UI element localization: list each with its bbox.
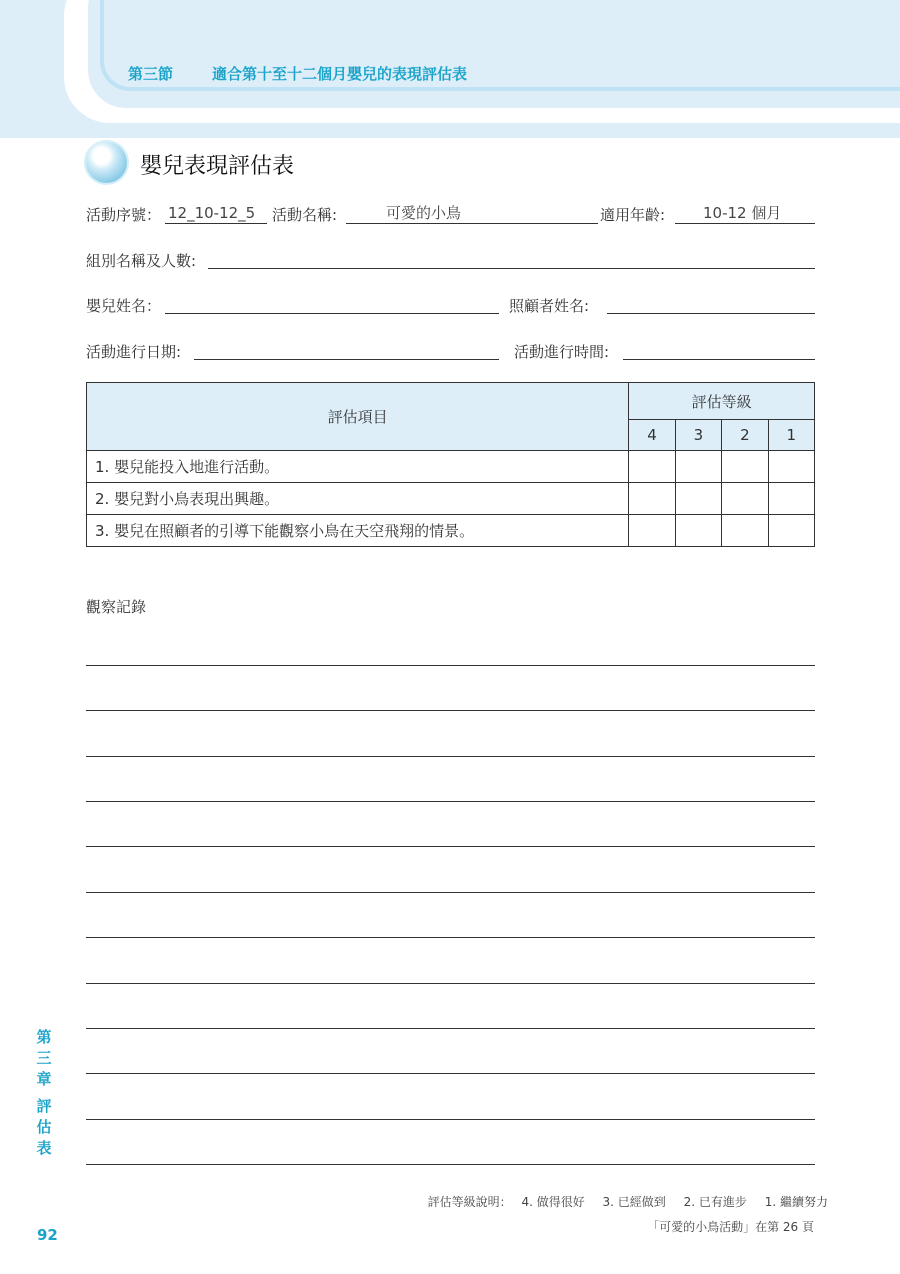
legend-prefix: 評估等級說明： [427, 1195, 512, 1209]
legend-item: 2. 已有進步 [683, 1195, 747, 1209]
table-row [87, 483, 815, 515]
grade-legend [422, 1193, 828, 1210]
observation-line[interactable] [86, 756, 815, 757]
topic-char: 表 [36, 1139, 52, 1157]
age-field[interactable] [675, 203, 815, 224]
age-label: 適用年齡: [600, 206, 666, 224]
observation-line[interactable] [86, 1164, 815, 1165]
observation-line[interactable] [86, 892, 815, 893]
observation-line[interactable] [86, 801, 815, 802]
section-label: 第三節 [128, 65, 174, 83]
legend-item: 1. 繼續努力 [764, 1195, 828, 1209]
legend-item: 3. 已經做到 [602, 1195, 666, 1209]
observation-line[interactable] [86, 1119, 815, 1120]
page-number: 92 [37, 1226, 58, 1244]
group-field[interactable] [208, 248, 815, 269]
grade-checkbox[interactable] [768, 483, 814, 515]
topic-side-label [34, 1096, 54, 1159]
grade-checkbox[interactable] [629, 451, 675, 483]
observation-line[interactable] [86, 665, 815, 666]
date-field[interactable] [194, 339, 499, 360]
section-title: 適合第十至十二個月嬰兒的表現評估表 [212, 65, 468, 83]
chapter-char: 第 [36, 1028, 52, 1046]
grade-checkbox[interactable] [722, 451, 768, 483]
activity-no-label: 活動序號： [86, 206, 162, 224]
grade-checkbox[interactable] [675, 515, 721, 547]
grade-checkbox[interactable] [629, 515, 675, 547]
bubble-icon [86, 142, 127, 183]
activity-name-field[interactable] [346, 203, 598, 224]
time-field[interactable] [623, 339, 815, 360]
chapter-char: 章 [36, 1070, 52, 1088]
item-text: 1. 嬰兒能投入地進行活動。 [87, 451, 629, 483]
topic-char: 估 [36, 1118, 52, 1136]
grade-2-header: 2 [722, 420, 768, 451]
activity-name-value: 可愛的小鳥 [386, 204, 462, 222]
caregiver-field[interactable] [607, 293, 815, 314]
item-text: 3. 嬰兒在照顧者的引導下能觀察小鳥在天空飛翔的情景。 [87, 515, 629, 547]
grade-checkbox[interactable] [675, 483, 721, 515]
grade-header: 評估等級 [629, 383, 815, 420]
observation-line[interactable] [86, 937, 815, 938]
observation-line[interactable] [86, 1073, 815, 1074]
group-label: 組別名稱及人數: [86, 252, 197, 270]
grade-checkbox[interactable] [629, 483, 675, 515]
table-row [87, 515, 815, 547]
observation-line[interactable] [86, 983, 815, 984]
date-label: 活動進行日期: [86, 343, 182, 361]
caregiver-label: 照顧者姓名: [509, 297, 590, 315]
grade-4-header: 4 [629, 420, 675, 451]
age-value: 10-12 個月 [703, 204, 782, 222]
time-label: 活動進行時間: [514, 343, 610, 361]
activity-reference: 「可愛的小鳥活動」在第 26 頁 [647, 1220, 814, 1234]
chapter-side-label [34, 1027, 54, 1090]
activity-no-value: 12_10-12_5 [168, 204, 256, 222]
legend-item: 4. 做得很好 [521, 1195, 585, 1209]
baby-name-label: 嬰兒姓名： [86, 297, 162, 315]
grade-checkbox[interactable] [722, 483, 768, 515]
observation-line[interactable] [86, 846, 815, 847]
grade-checkbox[interactable] [722, 515, 768, 547]
activity-name-label: 活動名稱: [272, 206, 338, 224]
activity-no-field[interactable] [165, 203, 267, 224]
observation-line[interactable] [86, 1028, 815, 1029]
form-title: 嬰兒表現評估表 [140, 154, 295, 179]
table-row [87, 451, 815, 483]
item-text: 2. 嬰兒對小鳥表現出興趣。 [87, 483, 629, 515]
grade-checkbox[interactable] [675, 451, 721, 483]
item-header: 評估項目 [87, 383, 629, 451]
grade-checkbox[interactable] [768, 451, 814, 483]
grade-3-header: 3 [675, 420, 721, 451]
evaluation-table [86, 382, 815, 547]
chapter-char: 三 [36, 1049, 52, 1067]
observation-line[interactable] [86, 710, 815, 711]
observation-title: 觀察記錄 [86, 598, 147, 616]
baby-name-field[interactable] [165, 293, 499, 314]
grade-1-header: 1 [768, 420, 814, 451]
grade-checkbox[interactable] [768, 515, 814, 547]
topic-char: 評 [36, 1097, 52, 1115]
